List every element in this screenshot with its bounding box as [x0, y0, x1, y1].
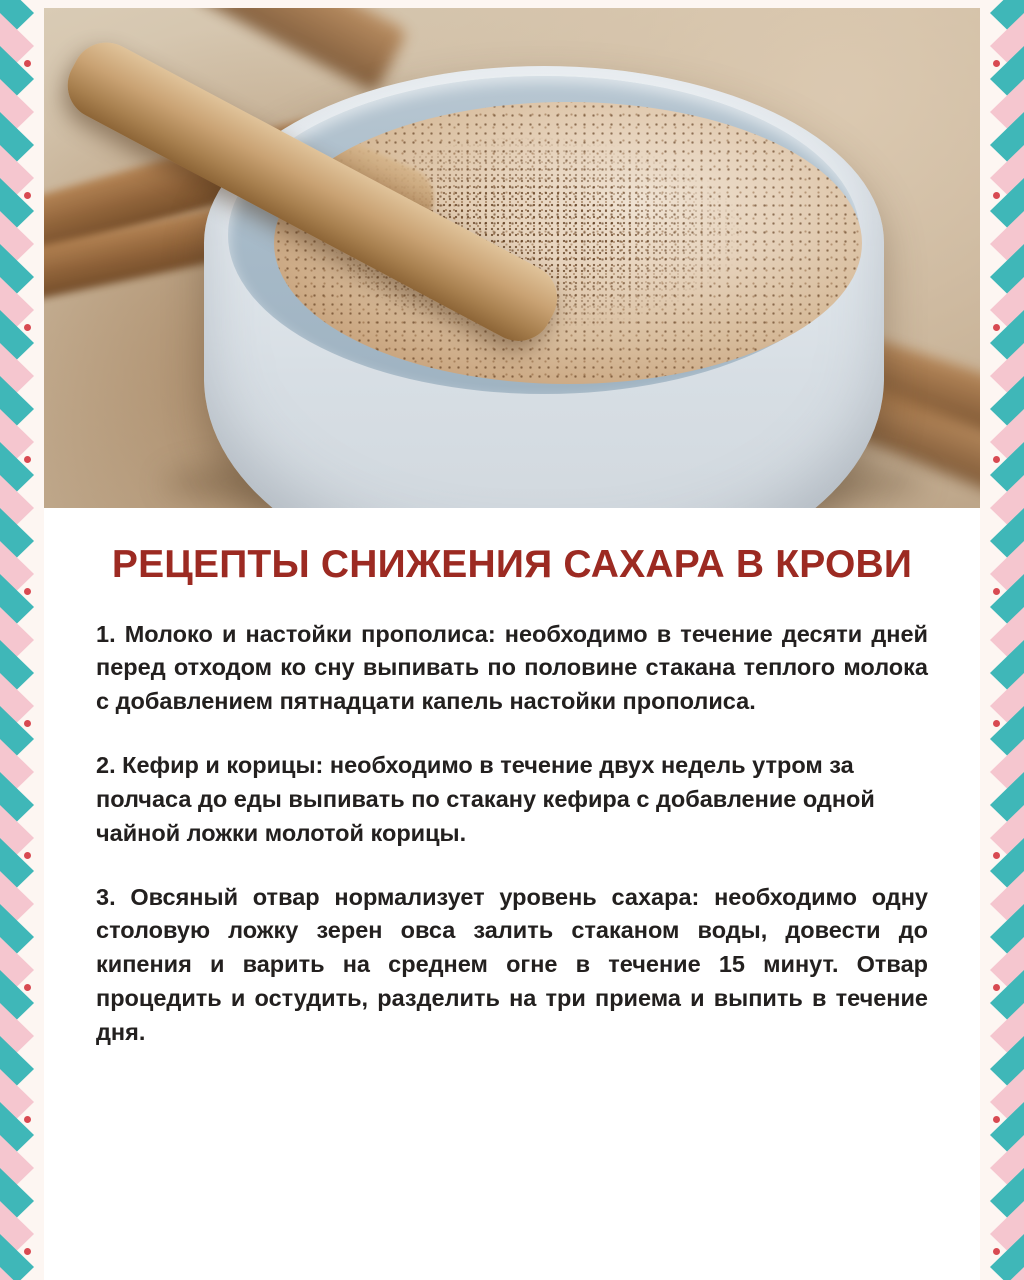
chevron-decor	[990, 970, 1024, 1036]
recipe-paragraph-3: 3. Овсяный отвар нормализует уровень сахара: необходимо одну столовую ложку зерен овса залить стаканом воды, довести до кипения и варить на среднем огне в течение 15 минут. Отвар процедить и остудить, разделить на три приема и выпить в течение дня.	[96, 883, 928, 1045]
chevron-decor	[990, 1168, 1024, 1234]
chevron-decor	[0, 376, 34, 442]
accent-dot	[993, 324, 1000, 331]
chevron-decor	[0, 640, 34, 706]
accent-dot	[993, 60, 1000, 67]
chevron-decor	[990, 508, 1024, 574]
chevron-decor	[990, 1234, 1024, 1280]
recipe-paragraph-1: 1. Молоко и настойки прополиса: необходимо в течение десяти дней перед отходом ко сну выпивать по половине стакана теплого молока с добавлением пятнадцати капель настойки прополиса.	[96, 620, 928, 715]
chevron-decor	[990, 904, 1024, 970]
accent-dot	[993, 456, 1000, 463]
accent-dot	[993, 1116, 1000, 1123]
chevron-decor	[990, 112, 1024, 178]
accent-dot	[24, 456, 31, 463]
chevron-decor	[0, 112, 34, 178]
chevron-decor	[990, 772, 1024, 838]
recipe-paragraph-2: 2. Кефир и корицы: необходимо в течение двух недель утром за полчаса до еды выпивать по стакану кефира с добавление одной чайной ложки молотой корицы.	[96, 752, 875, 846]
chevron-decor	[0, 0, 34, 46]
accent-dot	[24, 1116, 31, 1123]
chevron-decor	[0, 904, 34, 970]
decorative-border-right	[990, 0, 1024, 1280]
accent-dot	[24, 60, 31, 67]
chevron-decor	[990, 244, 1024, 310]
chevron-decor	[990, 1102, 1024, 1168]
accent-dot	[24, 1248, 31, 1255]
accent-dot	[993, 1248, 1000, 1255]
chevron-decor	[0, 1102, 34, 1168]
chevron-decor	[990, 442, 1024, 508]
accent-dot	[24, 192, 31, 199]
text-content	[44, 508, 980, 1050]
accent-dot	[993, 984, 1000, 991]
chevron-decor	[0, 46, 34, 112]
chevron-decor	[0, 1234, 34, 1280]
chevron-decor	[990, 0, 1024, 46]
accent-dot	[24, 324, 31, 331]
accent-dot	[24, 588, 31, 595]
decorative-border-left	[0, 0, 34, 1280]
chevron-decor	[0, 970, 34, 1036]
chevron-decor	[0, 1036, 34, 1102]
chevron-decor	[0, 310, 34, 376]
chevron-decor	[990, 706, 1024, 772]
chevron-decor	[0, 442, 34, 508]
chevron-decor	[0, 1168, 34, 1234]
page-title: РЕЦЕПТЫ СНИЖЕНИЯ САХАРА В КРОВИ	[111, 543, 913, 586]
mug-icon	[204, 66, 884, 508]
accent-dot	[993, 192, 1000, 199]
chevron-decor	[0, 508, 34, 574]
chevron-decor	[990, 1036, 1024, 1102]
chevron-decor	[990, 640, 1024, 706]
chevron-decor	[0, 772, 34, 838]
chevron-decor	[0, 706, 34, 772]
chevron-decor	[990, 838, 1024, 904]
chevron-decor	[0, 178, 34, 244]
accent-dot	[24, 720, 31, 727]
hero-photo	[44, 8, 980, 508]
accent-dot	[993, 588, 1000, 595]
chevron-decor	[990, 310, 1024, 376]
chevron-decor	[0, 574, 34, 640]
accent-dot	[24, 852, 31, 859]
chevron-decor	[990, 46, 1024, 112]
accent-dot	[993, 720, 1000, 727]
chevron-decor	[0, 244, 34, 310]
accent-dot	[993, 852, 1000, 859]
chevron-pink	[990, 1267, 1024, 1280]
chevron-decor	[990, 574, 1024, 640]
chevron-decor	[990, 178, 1024, 244]
chevron-decor	[0, 838, 34, 904]
chevron-decor	[990, 376, 1024, 442]
chevron-pink	[0, 1267, 34, 1280]
accent-dot	[24, 984, 31, 991]
poster-card	[44, 8, 980, 1280]
